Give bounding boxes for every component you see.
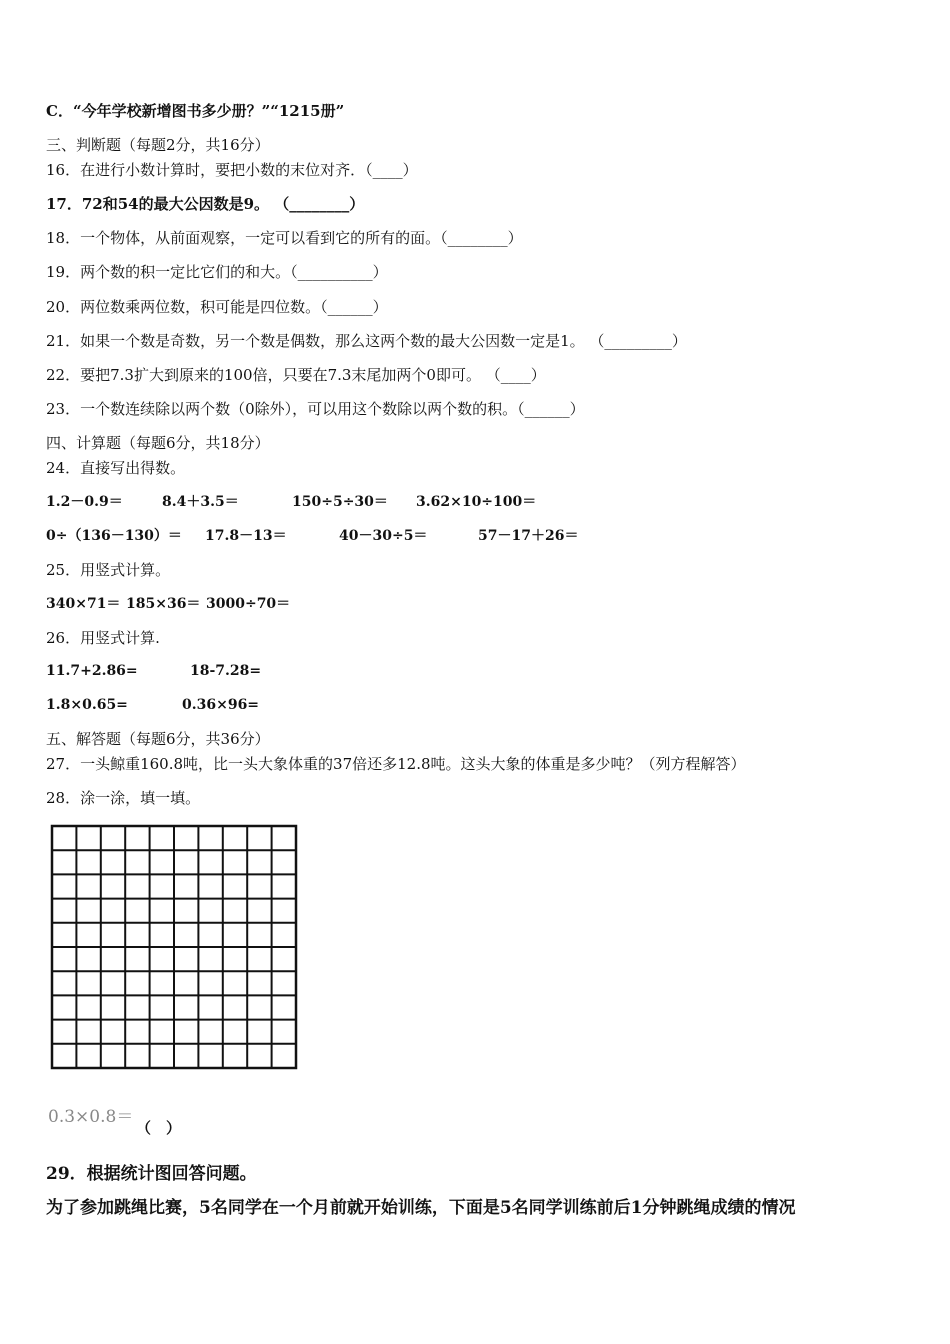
q24-expr-6: 17.8－13＝ <box>205 528 287 544</box>
grid-lines <box>52 826 296 1068</box>
q24-expr-3: 150÷5÷30＝ <box>292 494 388 510</box>
section-3-title: 三、判断题（每题2分，共16分） <box>46 136 270 154</box>
question-18: 18．一个物体，从前面观察，一定可以看到它的所有的面。（________） <box>46 229 523 247</box>
q28-answer-blank: （ ） <box>136 1119 182 1137</box>
q26-expr-3: 1.8×0.65= <box>46 697 128 713</box>
question-29-text: 为了参加跳绳比赛，5名同学在一个月前就开始训练，下面是5名同学训练前后1分钟跳绳成绩的情况 <box>46 1198 796 1218</box>
q24-expr-5: 0÷（136－130）＝ <box>46 528 182 544</box>
q24-expr-1: 1.2－0.9＝ <box>46 494 123 510</box>
question-21: 21．如果一个数是奇数，另一个数是偶数，那么这两个数的最大公因数一定是1。 （_________） <box>46 332 687 350</box>
q24-expr-4: 3.62×10÷100＝ <box>416 494 537 510</box>
section-4-title: 四、计算题（每题6分，共18分） <box>46 434 270 452</box>
option-c: C．“今年学校新增图书多少册？”“1215册” <box>46 102 345 120</box>
q25-expr-2: 185×36＝ <box>126 596 201 612</box>
question-23: 23．一个数连续除以两个数（0除外），可以用这个数除以两个数的积。（______） <box>46 400 585 418</box>
question-26: 26．用竖式计算. <box>46 629 160 647</box>
question-27: 27．一头鲸重160.8吨，比一头大象体重的37倍还多12.8吨。这头大象的体重是多少吨？（列方程解答） <box>46 755 746 773</box>
q28-formula: 0.3×0.8＝ <box>48 1107 134 1127</box>
question-28: 28．涂一涂，填一填。 <box>46 789 201 807</box>
question-24: 24．直接写出得数。 <box>46 459 186 477</box>
q25-expr-3: 3000÷70＝ <box>206 596 291 612</box>
question-16: 16．在进行小数计算时，要把小数的末位对齐．（____） <box>46 161 418 179</box>
q24-expr-7: 40－30÷5＝ <box>339 528 428 544</box>
q24-expr-8: 57－17＋26＝ <box>478 528 579 544</box>
q25-expr-1: 340×71＝ <box>46 596 121 612</box>
question-29: 29．根据统计图回答问题。 <box>46 1164 257 1184</box>
section-5-title: 五、解答题（每题6分，共36分） <box>46 730 270 748</box>
question-22: 22．要把7.3扩大到原来的100倍，只要在7.3末尾加两个0即可。 （____） <box>46 366 546 384</box>
question-25: 25．用竖式计算。 <box>46 561 171 579</box>
q24-expr-2: 8.4＋3.5＝ <box>162 494 239 510</box>
question-17: 17．72和54的最大公因数是9。 （________） <box>46 195 365 213</box>
question-20: 20．两位数乘两位数，积可能是四位数。（______） <box>46 298 388 316</box>
question-19: 19．两个数的积一定比它们的和大。（__________） <box>46 263 388 281</box>
q26-expr-2: 18-7.28= <box>190 663 262 679</box>
q26-expr-1: 11.7+2.86= <box>46 663 138 679</box>
q26-expr-4: 0.36×96= <box>182 697 260 713</box>
hundred-square-grid <box>50 824 300 1072</box>
